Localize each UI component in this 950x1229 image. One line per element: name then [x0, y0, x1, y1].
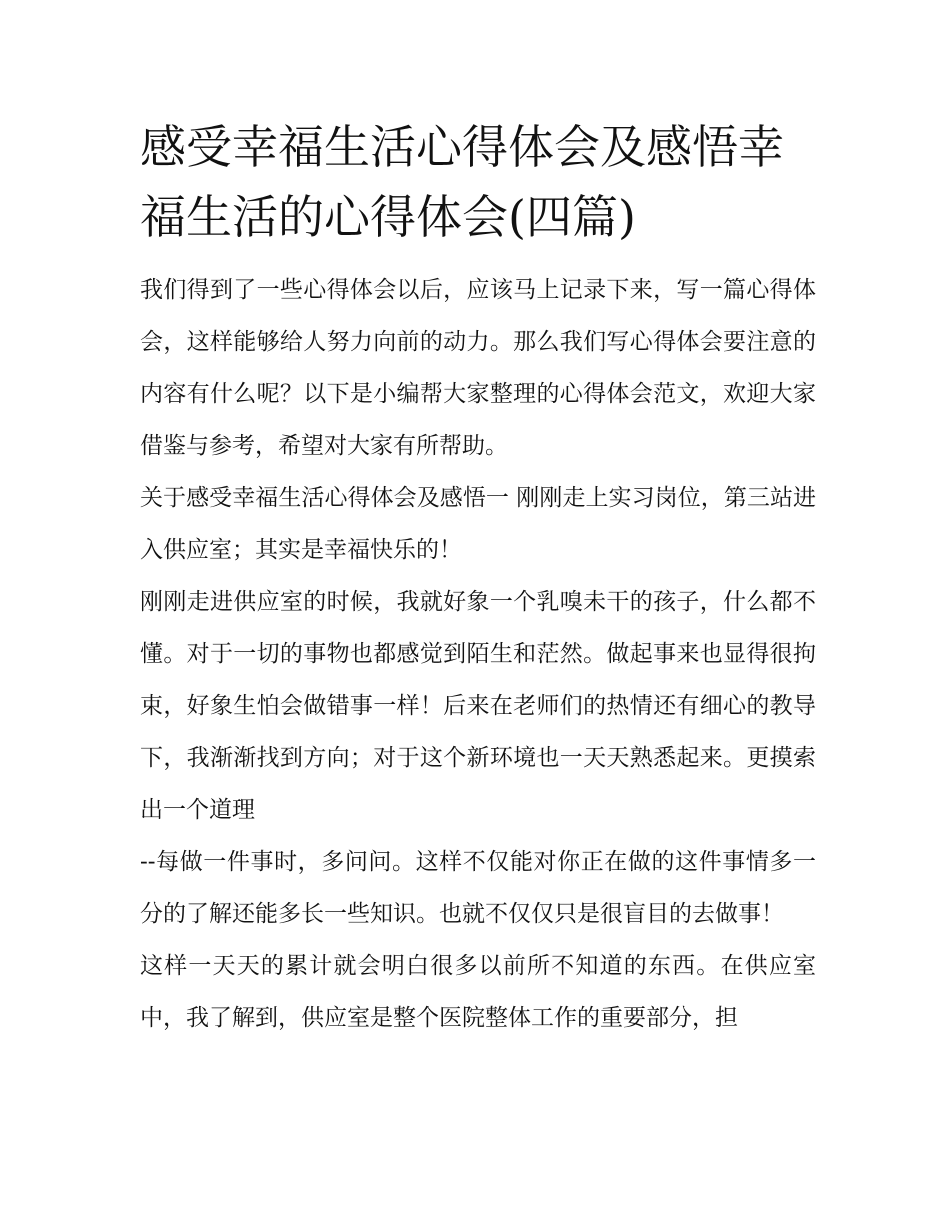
paragraph-body-1: 刚刚走进供应室的时候，我就好象一个乳嗅未干的孩子，什么都不懂。对于一切的事物也都感觉到陌生和茫然。做起事来也显得很拘束，好象生怕会做错事一样！后来在老师们的热情还有细心的教导下，我渐渐找到方向；对于这个新环境也一天天熟悉起来。更摸索出一个道理 — [140, 589, 816, 823]
document-page — [140, 112, 816, 1044]
paragraph-section-heading: 关于感受幸福生活心得体会及感悟一 刚刚走上实习岗位，第三站进入供应室；其实是幸福快乐的！ — [140, 485, 816, 563]
document-title: 感受幸福生活心得体会及感悟幸福生活的心得体会(四篇) — [140, 120, 784, 244]
paragraph-intro: 我们得到了一些心得体会以后，应该马上记录下来，写一篇心得体会，这样能够给人努力向前的动力。那么我们写心得体会要注意的内容有什么呢？以下是小编帮大家整理的心得体会范文，欢迎大家借鉴与参考，希望对大家有所帮助。 — [140, 277, 816, 459]
paragraph-body-2: --每做一件事时，多问问。这样不仅能对你正在做的这件事情多一分的了解还能多长一些知识。也就不仅仅只是很盲目的去做事！ — [140, 849, 816, 927]
paragraph-body-3: 这样一天天的累计就会明白很多以前所不知道的东西。在供应室中，我了解到，供应室是整个医院整体工作的重要部分，担 — [140, 953, 816, 1031]
